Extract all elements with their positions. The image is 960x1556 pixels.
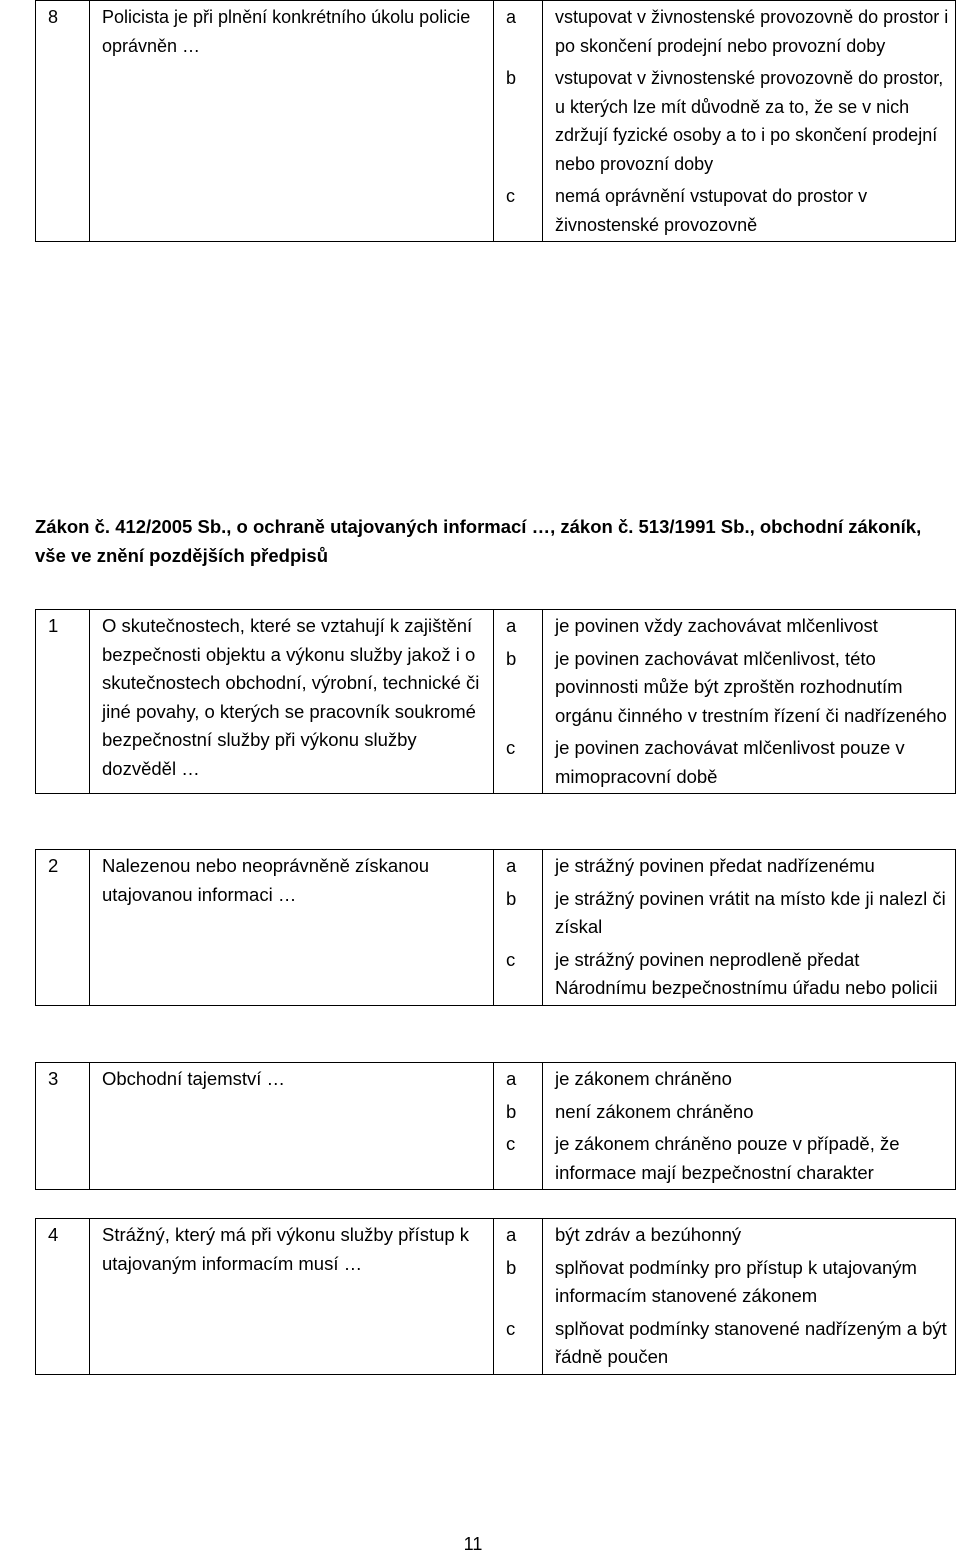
question-table-3 [35, 1062, 956, 1190]
answer-text: je povinen zachovávat mlčenlivost pouze v mimopracovní době [543, 732, 956, 794]
answer-text: je strážný povinen předat nadřízenému [543, 850, 956, 883]
table-row [36, 1063, 956, 1096]
answer-text: je strážný povinen neprodleně předat Národnímu bezpečnostnímu úřadu nebo policii [543, 944, 956, 1006]
table-row [36, 1219, 956, 1252]
answer-text: splňovat podmínky pro přístup k utajovaným informacím stanovené zákonem [543, 1252, 956, 1313]
question-number: 1 [36, 610, 90, 794]
answer-letter: a [494, 1219, 543, 1252]
answer-letter: a [494, 1063, 543, 1096]
answer-text: nemá oprávnění vstupovat do prostor v živnostenské provozovně [543, 180, 956, 242]
answer-text: je povinen vždy zachovávat mlčenlivost [543, 610, 956, 643]
answer-letter: b [494, 62, 543, 180]
answer-text: vstupovat v živnostenské provozovně do prostor i po skončení prodejní nebo provozní doby [543, 1, 956, 63]
question-text: Strážný, který má při výkonu služby přístup k utajovaným informacím musí … [90, 1219, 494, 1375]
answer-text: není zákonem chráněno [543, 1096, 956, 1129]
answer-letter: c [494, 944, 543, 1006]
question-table-8 [35, 0, 956, 242]
table-row [36, 1, 956, 63]
table-row [36, 610, 956, 643]
question-number: 3 [36, 1063, 90, 1190]
question-text: Nalezenou nebo neoprávněně získanou utajovanou informaci … [90, 850, 494, 1006]
answer-letter: c [494, 732, 543, 794]
answer-letter: b [494, 883, 543, 944]
question-table-4 [35, 1218, 956, 1375]
answer-text: být zdráv a bezúhonný [543, 1219, 956, 1252]
table-row [36, 850, 956, 883]
answer-letter: c [494, 1313, 543, 1375]
section-heading: Zákon č. 412/2005 Sb., o ochraně utajovaných informací …, zákon č. 513/1991 Sb., obchodní zákoník, vše ve znění pozdějších předpisů [35, 516, 922, 566]
answer-text: je zákonem chráněno [543, 1063, 956, 1096]
question-text: Policista je při plnění konkrétního úkolu policie oprávněn … [90, 1, 494, 242]
answer-text: je povinen zachovávat mlčenlivost, této povinnosti může být zproštěn rozhodnutím orgánu činného v trestním řízení či nadřízeného [543, 643, 956, 733]
question-number: 8 [36, 1, 90, 242]
question-table-1 [35, 609, 956, 794]
answer-letter: a [494, 850, 543, 883]
answer-text: vstupovat v živnostenské provozovně do prostor, u kterých lze mít důvodně za to, že se v nich zdržují fyzické osoby a to i po skončení prodejní nebo provozní doby [543, 62, 956, 180]
answer-letter: b [494, 1252, 543, 1313]
answer-text: splňovat podmínky stanovené nadřízeným a být řádně poučen [543, 1313, 956, 1375]
answer-letter: a [494, 1, 543, 63]
answer-text: je strážný povinen vrátit na místo kde ji nalezl či získal [543, 883, 956, 944]
answer-text: je zákonem chráněno pouze v případě, že informace mají bezpečnostní charakter [543, 1128, 956, 1190]
page-number: 11 [463, 1534, 483, 1554]
answer-letter: b [494, 643, 543, 733]
answer-letter: c [494, 180, 543, 242]
answer-letter: c [494, 1128, 543, 1190]
question-number: 4 [36, 1219, 90, 1375]
answer-letter: a [494, 610, 543, 643]
question-number: 2 [36, 850, 90, 1006]
question-text: Obchodní tajemství … [90, 1063, 494, 1190]
question-text: O skutečnostech, které se vztahují k zajištění bezpečnosti objektu a výkonu služby jakož i o skutečnostech obchodní, výrobní, technické či jiné povahy, o kterých se pracovník soukromé bezpečnostní služby při výkonu služby dozvěděl … [90, 610, 494, 794]
answer-letter: b [494, 1096, 543, 1129]
question-table-2 [35, 849, 956, 1006]
